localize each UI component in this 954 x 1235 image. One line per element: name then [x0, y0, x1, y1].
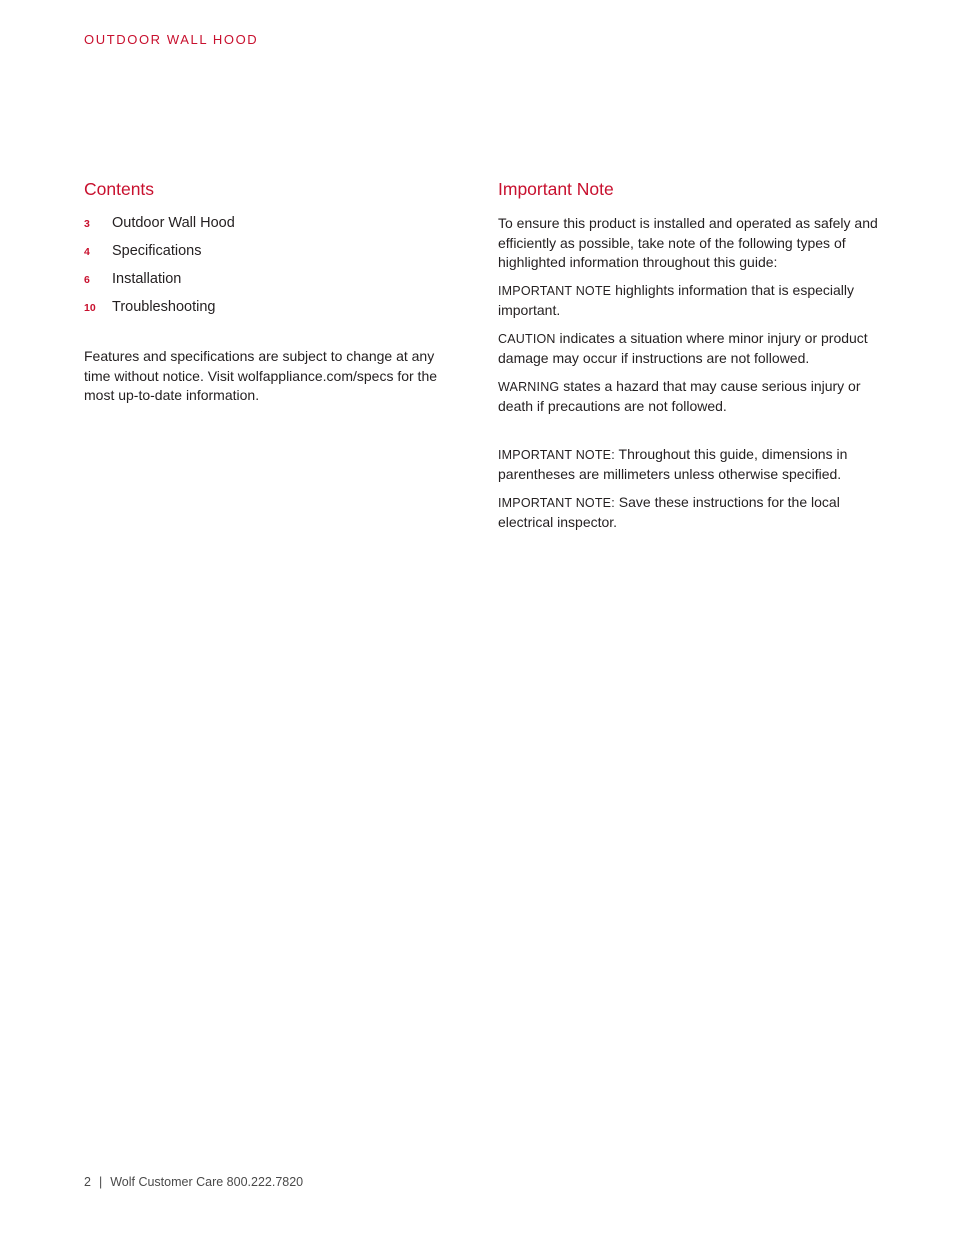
toc-item[interactable]	[84, 298, 454, 326]
definition-caution	[498, 329, 883, 369]
customer-care-text: Wolf Customer Care 800.222.7820	[110, 1175, 304, 1189]
contents-section	[84, 178, 454, 420]
note-text: Save these instructions for the local electrical inspector.	[498, 493, 840, 530]
definition-important-note	[498, 281, 883, 321]
toc-label: Outdoor Wall Hood	[112, 215, 235, 231]
definition-text: highlights information that is especially important.	[498, 281, 855, 318]
definition-warning	[498, 377, 883, 417]
definition-text: indicates a situation where minor injury or product damage may occur if instructions are not followed.	[498, 329, 868, 366]
note-text: Throughout this guide, dimensions in parentheses are millimeters unless otherwise specified.	[498, 445, 848, 482]
keyword-caution: CAUTION	[498, 331, 556, 346]
toc-label: Troubleshooting	[112, 299, 216, 315]
keyword-important-note: IMPORTANT NOTE	[498, 283, 612, 298]
toc-page-number: 4	[84, 246, 90, 258]
toc-page-number: 10	[84, 302, 96, 314]
toc-label: Installation	[112, 271, 182, 287]
toc-page-number: 3	[84, 218, 90, 230]
definition-text: states a hazard that may cause serious injury or death if precautions are not followed.	[498, 377, 861, 414]
toc-item[interactable]	[84, 270, 454, 298]
toc-item[interactable]	[84, 242, 454, 270]
note-save-instructions	[498, 493, 883, 533]
toc-page-number: 6	[84, 274, 90, 286]
toc-list	[84, 214, 454, 326]
contents-title: Contents	[84, 179, 155, 199]
page-footer	[84, 1175, 303, 1189]
important-note-section	[498, 178, 883, 541]
toc-item[interactable]	[84, 214, 454, 242]
important-intro: To ensure this product is installed and operated as safely and efficiently as possible, take note of the following types of highlighted information throughout this guide:	[498, 215, 878, 270]
keyword-important-note: IMPORTANT NOTE:	[498, 495, 615, 510]
page-number: 2	[84, 1175, 91, 1189]
toc-label: Specifications	[112, 243, 202, 259]
footer-separator: |	[98, 1175, 103, 1189]
running-header: OUTDOOR WALL HOOD	[84, 32, 259, 47]
important-note-title: Important Note	[498, 179, 614, 199]
note-dimensions	[498, 445, 883, 485]
keyword-warning: WARNING	[498, 379, 560, 394]
features-note: Features and specifications are subject to change at any time without notice. Visit wolfappliance.com/specs for the most up-to-date information.	[84, 348, 438, 403]
keyword-important-note: IMPORTANT NOTE:	[498, 447, 615, 462]
